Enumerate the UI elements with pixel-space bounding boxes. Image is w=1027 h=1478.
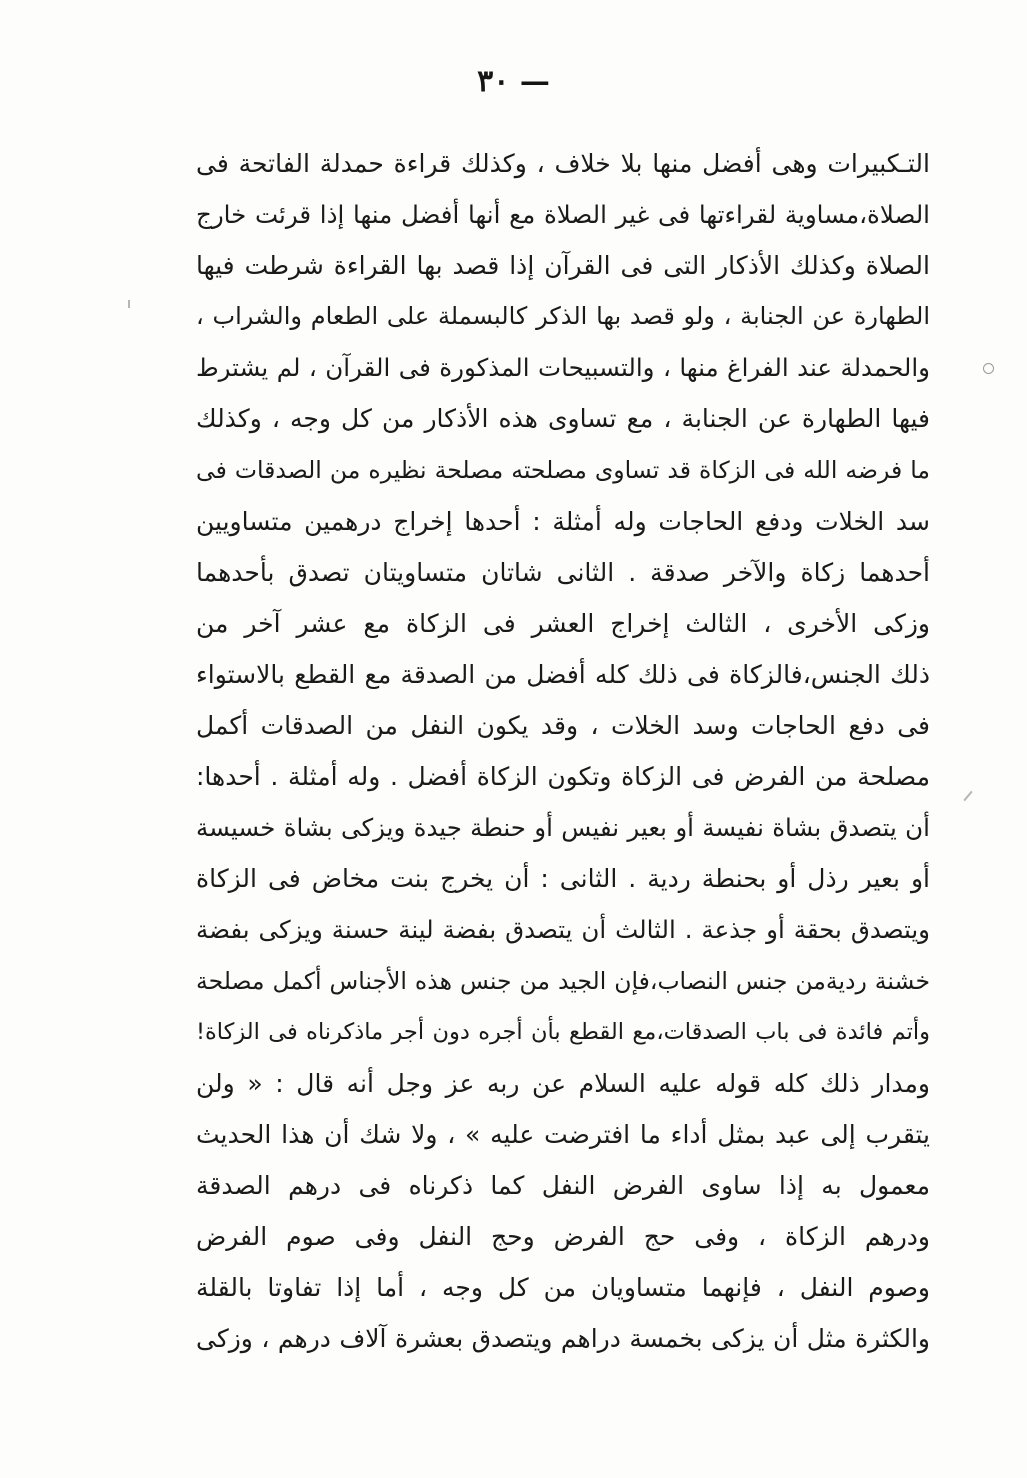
text-line: ومدار ذلك كله قوله عليه السلام عن ربه عز وجل أنه قال : « ولن <box>196 1068 930 1098</box>
text-line: وصوم النفل ، فإنهما متساويان من كل وجه ، أما إذا تفاوتا بالقلة <box>196 1273 930 1303</box>
text-line: أن يتصدق بشاة نفيسة أو بعير نفيس أو حنطة جيدة ويزكى بشاة خسيسة <box>196 813 930 843</box>
text-line: سد الخلات ودفع الحاجات وله أمثلة : أحدها إخراج درهمين متساويين <box>196 506 930 536</box>
text-line: وزكى الأخرى ، الثالث إخراج العشر فى الزكاة مع عشر آخر من <box>196 608 930 638</box>
text-body <box>196 138 930 1364</box>
text-line: الصلاة،مساوية لقراءتها فى غير الصلاة مع أنها أفضل منها إذا قرئت خارج <box>196 200 930 230</box>
text-line: ما فرضه الله فى الزكاة قد تساوى مصلحته مصلحة نظيره من الصدقات فى <box>196 455 930 484</box>
text-line: فيها الطهارة عن الجنابة ، مع تساوى هذه الأذكار من كل وجه ، وكذلك <box>196 404 930 434</box>
margin-tick-mark <box>963 791 972 801</box>
text-line: والكثرة مثل أن يزكى بخمسة دراهم ويتصدق بعشرة آلاف درهم ، وزكى <box>196 1324 930 1354</box>
text-line: يتقرب إلى عبد بمثل أداء ما افترضت عليه » ، ولا شك أن هذا الحديث <box>196 1119 930 1149</box>
text-line: ويتصدق بحقة أو جذعة . الثالث أن يتصدق بفضة لينة حسنة ويزكى بفضة <box>196 915 930 945</box>
page-number: — ٣٠ <box>477 64 550 99</box>
margin-tick-mark <box>128 300 130 308</box>
text-line: فى دفع الحاجات وسد الخلات ، وقد يكون النفل من الصدقات أكمل <box>196 711 930 741</box>
text-line: أو بعير رذل أو بحنطة ردية . الثانى : أن يخرج بنت مخاض فى الزكاة <box>196 864 930 894</box>
text-line: خشنة رديةمن جنس النصاب،فإن الجيد من جنس هذه الأجناس أكمل مصلحة <box>196 966 930 995</box>
text-line: ذلك الجنس،فالزكاة فى ذلك كله أفضل من الصدقة مع القطع بالاستواء <box>196 659 930 689</box>
text-line: مصلحة من الفرض فى الزكاة وتكون الزكاة أفضل . وله أمثلة . أحدها: <box>196 762 930 792</box>
text-line: الصلاة وكذلك الأذكار التى فى القرآن إذا قصد بها القراءة شرطت فيها <box>196 251 930 281</box>
text-line: أحدهما زكاة والآخر صدقة . الثانى شاتان متساويتان تصدق بأحدهما <box>196 557 930 587</box>
text-line: والحمدلة عند الفراغ منها ، والتسبيحات المذكورة فى القرآن ، لم يشترط <box>196 353 930 383</box>
text-line: ودرهم الزكاة ، وفى حج الفرض وحج النفل وفى صوم الفرض <box>196 1221 930 1251</box>
text-line: وأتم فائدة فى باب الصدقات،مع القطع بأن أجره دون أجر ماذكرناه فى الزكاة! <box>196 1018 930 1045</box>
margin-circle-mark <box>983 363 994 374</box>
text-line: التـكبيرات وهى أفضل منها بلا خلاف ، وكذلك قراءة حمدلة الفاتحة فى <box>196 149 930 178</box>
text-line: معمول به إذا ساوى الفرض النفل كما ذكرناه فى درهم الصدقة <box>196 1170 930 1200</box>
text-line: الطهارة عن الجنابة ، ولو قصد بها الذكر كالبسملة على الطعام والشراب ، <box>196 302 930 331</box>
